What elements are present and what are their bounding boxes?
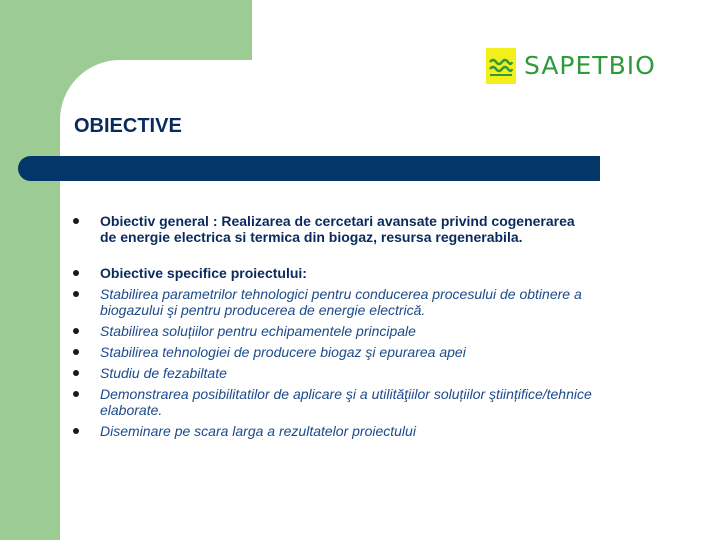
- bullet-icon: [73, 291, 79, 297]
- bullet-icon: [73, 218, 79, 224]
- list-item: [73, 344, 593, 360]
- specific-item-text: Stabilirea soluțiilor pentru echipamentele principale: [100, 323, 416, 339]
- list-item: [73, 323, 593, 339]
- list-item: [73, 365, 593, 381]
- specific-item-text: Diseminare pe scara larga a rezultatelor proiectului: [100, 423, 416, 439]
- bullet-icon: [73, 328, 79, 334]
- bullet-icon: [73, 391, 79, 397]
- bullet-icon: [73, 270, 79, 276]
- general-objective-text: Obiectiv general : Realizarea de cercetari avansate privind cogenerarea de energie electrica si termica din biogaz, resursa regenerabila.: [100, 213, 575, 245]
- list-item: [73, 286, 593, 318]
- specific-item-text: Stabilirea parametrilor tehnologici pentru conducerea procesului de obtinere a biogazului şi pentru producerea de energie electrică.: [100, 286, 582, 318]
- bullet-icon: [73, 428, 79, 434]
- list-item: [73, 423, 593, 439]
- bullet-icon: [73, 349, 79, 355]
- objectives-list: [73, 213, 593, 444]
- title-divider-bar: [18, 156, 600, 181]
- specific-heading-text: Obiective specifice proiectului:: [100, 265, 307, 281]
- sapetbio-logo: [486, 48, 656, 84]
- logo-text: SAPETBIO: [524, 51, 656, 80]
- list-item: [73, 386, 593, 418]
- list-item-specific-heading: [73, 265, 593, 281]
- specific-item-text: Studiu de fezabiltate: [100, 365, 227, 381]
- bullet-icon: [73, 370, 79, 376]
- specific-item-text: Demonstrarea posibilitatilor de aplicare şi a utilităţiilor soluțiilor ştiințifice/tehnice elaborate.: [100, 386, 592, 418]
- slide-title: OBIECTIVE: [74, 115, 182, 137]
- specific-item-text: Stabilirea tehnologiei de producere biogaz şi epurarea apei: [100, 344, 466, 360]
- waves-icon: [486, 48, 516, 84]
- list-item-general: [73, 213, 593, 245]
